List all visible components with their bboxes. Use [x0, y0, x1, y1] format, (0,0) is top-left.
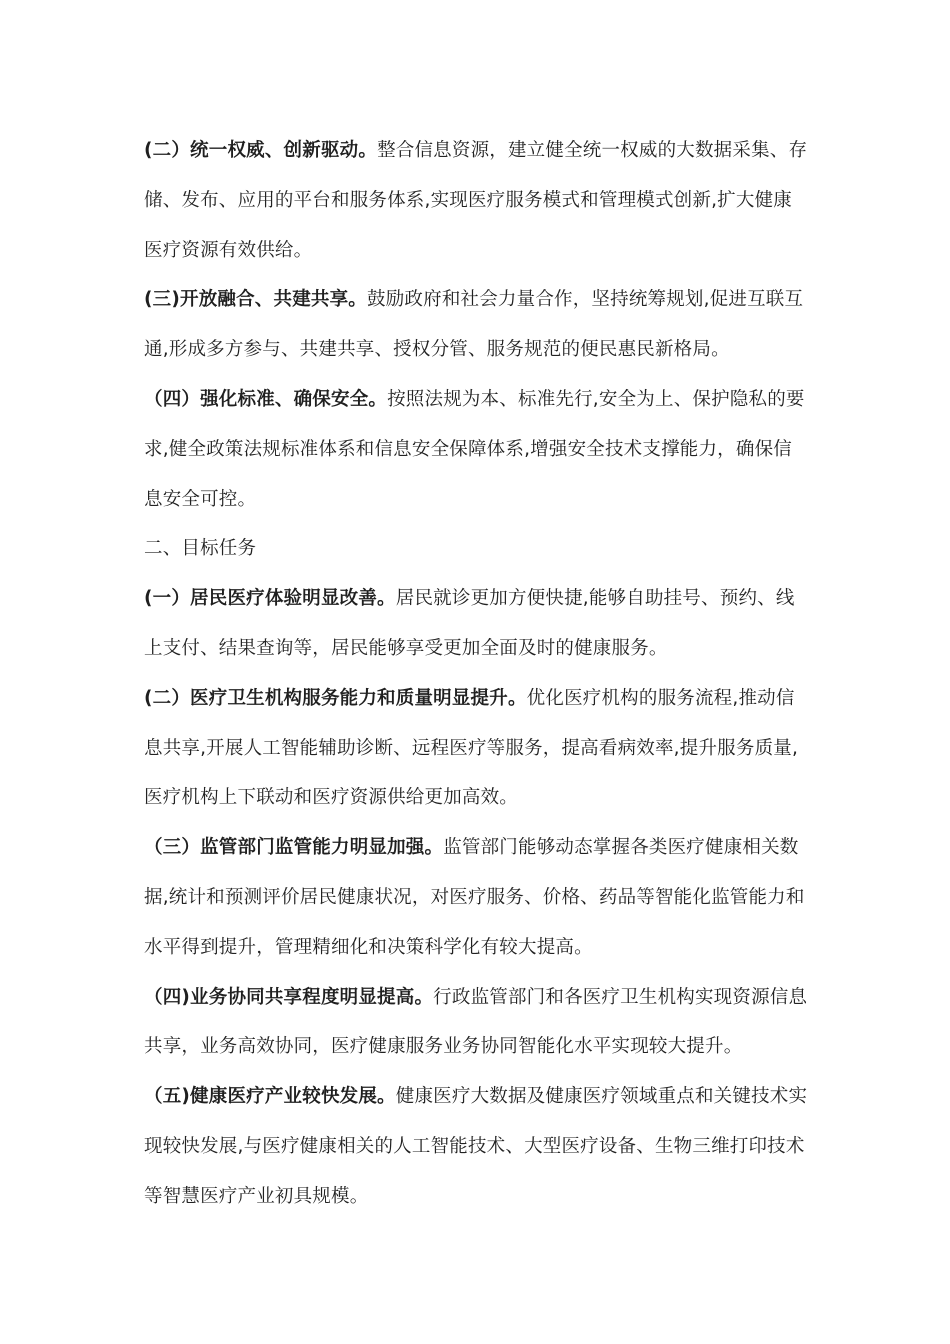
task-2-title: (二）医疗卫生机构服务能力和质量明显提升。 — [144, 687, 527, 709]
task-4-text: 行政监管部门和各医疗卫生机构实现资源信息共享，业务高效协同，医疗健康服务业务协同智能化水平实现较大提升。 — [144, 986, 808, 1058]
principle-paragraph-2 — [144, 126, 808, 275]
task-4-title: （四)业务协同共享程度明显提高。 — [144, 986, 434, 1008]
task-5-text: 健康医疗大数据及健康医疗领域重点和关键技术实现较快发展,与医疗健康相关的人工智能技术、大型医疗设备、生物三维打印技术等智慧医疗产业初具规模。 — [144, 1086, 808, 1207]
principle-paragraph-4 — [144, 375, 808, 524]
principle-2-title: (二）统一权威、创新驱动。 — [144, 140, 378, 161]
principle-3-title: (三)开放融合、共建共享。 — [144, 289, 368, 311]
task-5-title: （五)健康医疗产业较快发展。 — [144, 1086, 396, 1108]
principle-2-text: 整合信息资源，建立健全统一权威的大数据采集、存储、发布、应用的平台和服务体系,实现医疗服务模式和管理模式创新,扩大健康医疗资源有效供给。 — [144, 140, 808, 261]
document-body — [144, 126, 808, 1222]
task-3-text: 监管部门能够动态掌握各类医疗健康相关数据,统计和预测评价居民健康状况，对医疗服务、价格、药品等智能化监管能力和水平得到提升，管理精细化和决策科学化有较大提高。 — [144, 837, 805, 958]
task-paragraph-2 — [144, 674, 808, 823]
task-1-text: 居民就诊更加方便快捷,能够自助挂号、预约、线上支付、结果查询等，居民能够享受更加全面及时的健康服务。 — [144, 588, 795, 659]
section-heading-goals: 二、目标任务 — [144, 538, 257, 560]
principle-3-text: 鼓励政府和社会力量合作，坚持统筹规划,促进互联互通,形成多方参与、共建共享、授权分管、服务规范的便民惠民新格局。 — [144, 289, 804, 361]
task-2-text: 优化医疗机构的服务流程,推动信息共享,开展人工智能辅助诊断、远程医疗等服务，提高看病效率,提升服务质量,医疗机构上下联动和医疗资源供给更加高效。 — [144, 687, 799, 809]
task-paragraph-3 — [144, 823, 808, 972]
task-paragraph-1 — [144, 574, 808, 674]
principle-4-text: 按照法规为本、标准先行,安全为上、保护隐私的要求,健全政策法规标准体系和信息安全保障体系,增强安全技术支撑能力，确保信息安全可控。 — [144, 388, 805, 510]
task-paragraph-4 — [144, 973, 808, 1073]
principle-paragraph-3 — [144, 275, 808, 375]
task-paragraph-5 — [144, 1072, 808, 1221]
principle-4-title: （四）强化标准、确保安全。 — [144, 388, 388, 410]
task-1-title: (一）居民医疗体验明显改善。 — [144, 588, 396, 610]
task-3-title: （三）监管部门监管能力明显加强。 — [144, 837, 444, 859]
